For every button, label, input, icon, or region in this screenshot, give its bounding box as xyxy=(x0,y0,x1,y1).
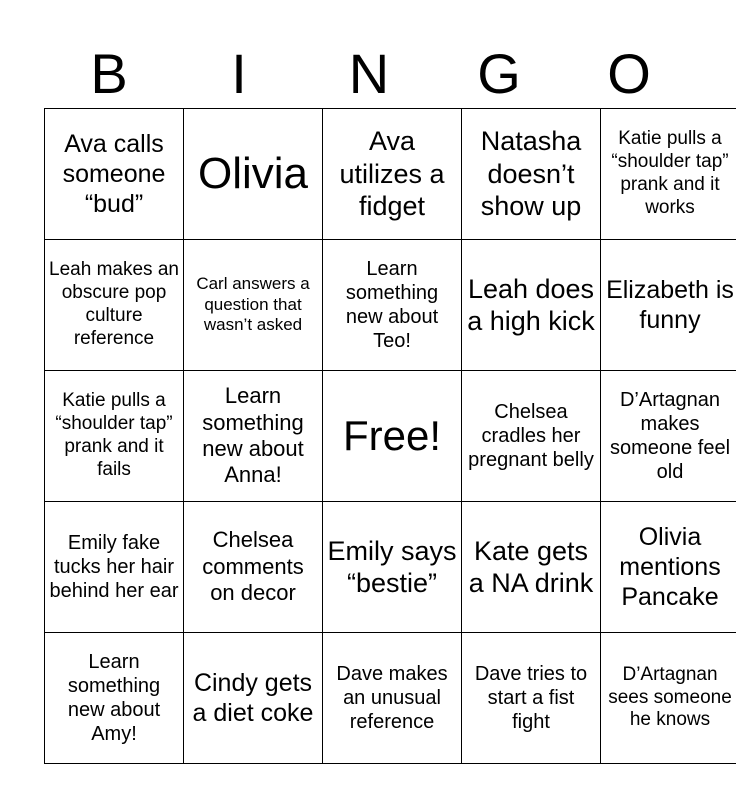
bingo-cell[interactable]: Emily says “bestie” xyxy=(323,502,462,633)
bingo-cell[interactable]: Dave tries to start a fist fight xyxy=(462,633,601,764)
header-letter-b: B xyxy=(90,42,128,105)
bingo-cell[interactable]: Katie pulls a “shoulder tap” prank and it works xyxy=(601,109,736,240)
bingo-cell[interactable]: D’Artagnan makes someone feel old xyxy=(601,371,736,502)
bingo-cell[interactable]: Ava calls someone “bud” xyxy=(45,109,184,240)
board-row-2 xyxy=(45,240,736,371)
free-space-cell[interactable]: Free! xyxy=(323,371,462,502)
bingo-cell[interactable]: Carl answers a question that wasn’t asked xyxy=(184,240,323,371)
bingo-cell[interactable]: Ava utilizes a fidget xyxy=(323,109,462,240)
bingo-cell[interactable]: Elizabeth is funny xyxy=(601,240,736,371)
bingo-cell[interactable]: Learn something new about Anna! xyxy=(184,371,323,502)
bingo-cell[interactable]: Leah does a high kick xyxy=(462,240,601,371)
bingo-cell[interactable]: Emily fake tucks her hair behind her ear xyxy=(45,502,184,633)
header-letter-i: I xyxy=(231,42,247,105)
bingo-cell[interactable]: Dave makes an unusual reference xyxy=(323,633,462,764)
board-row-3 xyxy=(45,371,736,502)
bingo-cell[interactable]: Katie pulls a “shoulder tap” prank and it fails xyxy=(45,371,184,502)
bingo-cell[interactable]: Learn something new about Amy! xyxy=(45,633,184,764)
bingo-cell[interactable]: Chelsea cradles her pregnant belly xyxy=(462,371,601,502)
bingo-cell[interactable]: Chelsea comments on decor xyxy=(184,502,323,633)
board-row-4 xyxy=(45,502,736,633)
header-letter-o: O xyxy=(607,42,651,105)
bingo-board xyxy=(44,108,736,764)
bingo-header xyxy=(44,40,694,108)
bingo-cell[interactable]: Leah makes an obscure pop culture reference xyxy=(45,240,184,371)
bingo-cell[interactable]: Cindy gets a diet coke xyxy=(184,633,323,764)
bingo-cell[interactable]: Kate gets a NA drink xyxy=(462,502,601,633)
bingo-cell[interactable]: Learn something new about Teo! xyxy=(323,240,462,371)
bingo-cell[interactable]: Olivia mentions Pancake xyxy=(601,502,736,633)
header-letter-g: G xyxy=(477,42,521,105)
header-letter-n: N xyxy=(348,42,390,105)
bingo-cell[interactable]: D’Artagnan sees someone he knows xyxy=(601,633,736,764)
bingo-cell[interactable]: Natasha doesn’t show up xyxy=(462,109,601,240)
board-row-5 xyxy=(45,633,736,764)
bingo-cell[interactable]: Olivia xyxy=(184,109,323,240)
board-row-1 xyxy=(45,109,736,240)
